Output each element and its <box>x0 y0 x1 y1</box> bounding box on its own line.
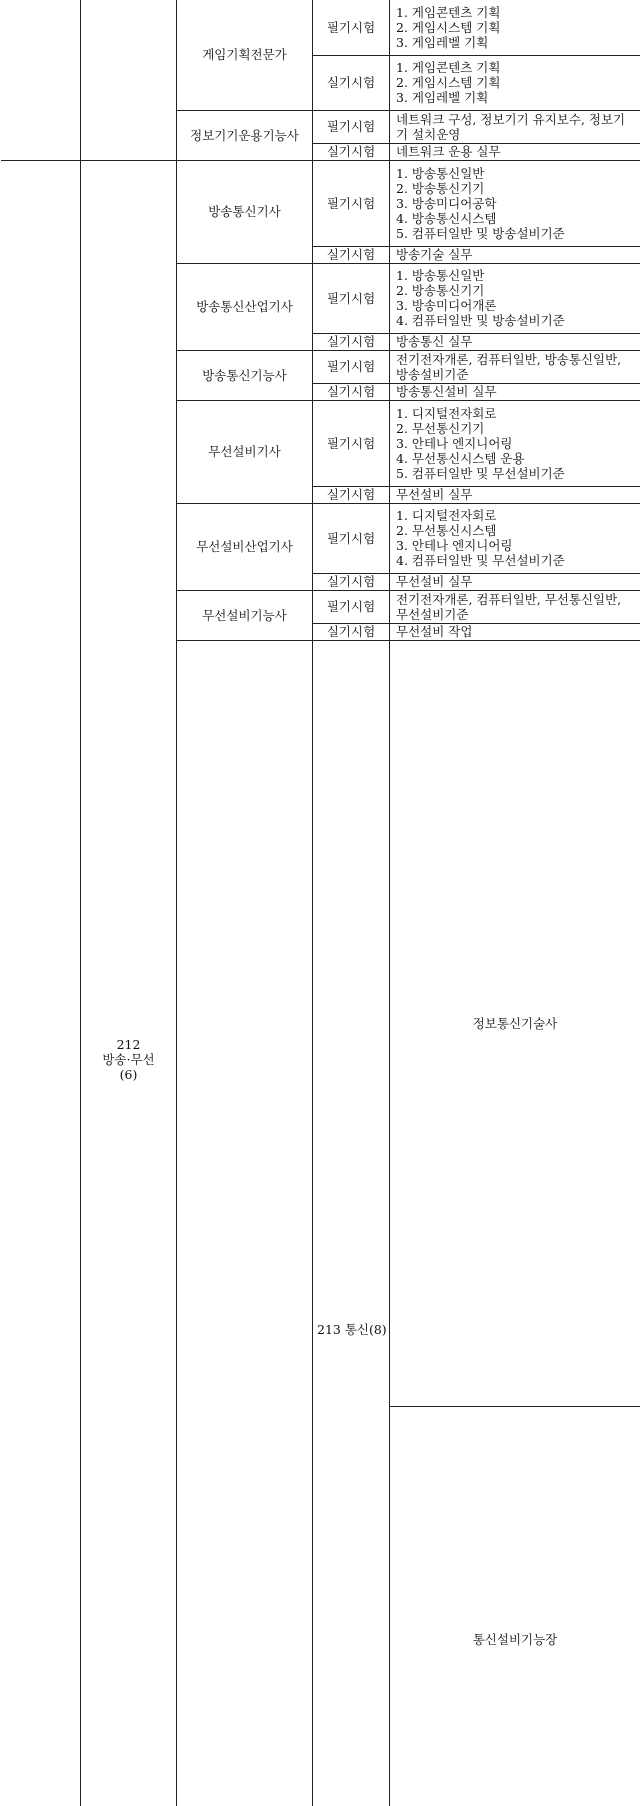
subject-item: 1. 디지털전자회로 <box>396 508 637 523</box>
qual-name-bc-ind: 방송통신산업기사 <box>177 263 313 350</box>
qual-name-radio-craft: 무선설비기능사 <box>177 590 313 640</box>
subject-item: 2. 무선통신기기 <box>396 421 637 436</box>
subject-text: 네트워크 구성, 정보기기 유지보수, 정보기기 설치운영 <box>390 110 640 143</box>
group-cell-broadcast <box>81 160 177 1806</box>
exam-practical: 실기시험 <box>313 383 390 400</box>
subject-item: 4. 무선통신시스템 운용 <box>396 451 637 466</box>
exam-practical: 실기시험 <box>313 143 390 160</box>
exam-written: 필기시험 <box>313 263 390 333</box>
subject-item: 5. 컴퓨터일반 및 방송설비기준 <box>396 226 637 241</box>
subject-item: 1. 방송통신일반 <box>396 268 637 283</box>
subject-cell <box>390 503 640 573</box>
exam-practical: 실기시험 <box>313 573 390 590</box>
subject-item: 2. 방송통신기기 <box>396 283 637 298</box>
qual-name-bc-eng: 방송통신기사 <box>177 160 313 263</box>
exam-practical: 실기시험 <box>313 623 390 640</box>
subject-item: 4. 컴퓨터일반 및 방송설비기준 <box>396 313 637 328</box>
exam-written: 필기시험 <box>313 590 390 623</box>
subgroup-cell-previous <box>81 0 177 160</box>
group-cell-broadcast-blank <box>1 160 81 1806</box>
group-label: 213 통신(8) <box>317 1322 385 1337</box>
subject-item: 1. 게임콘텐츠 기획 <box>396 60 637 75</box>
subject-text: 무선설비 실무 <box>390 486 640 503</box>
subject-text: 전기전자개론, 컴퓨터일반, 무선통신일반, 무선설비기준 <box>390 590 640 623</box>
exam-practical: 실기시험 <box>313 486 390 503</box>
subject-item: 4. 컴퓨터일반 및 무선설비기준 <box>396 553 637 568</box>
exam-written: 필기시험 <box>313 160 390 246</box>
subject-text: 무선설비 실무 <box>390 573 640 590</box>
qual-name-bc-craft: 방송통신기능사 <box>177 350 313 400</box>
subject-item: 1. 디지털전자회로 <box>396 406 637 421</box>
subject-text: 네트워크 운용 실무 <box>390 143 640 160</box>
exam-practical: 실기시험 <box>313 333 390 350</box>
qual-name-ict-pe: 정보통신기술사 <box>390 640 640 1406</box>
subject-item: 2. 방송통신기기 <box>396 181 637 196</box>
exam-written: 필기시험 <box>313 110 390 143</box>
subject-item: 2. 게임시스템 기획 <box>396 75 637 90</box>
subject-cell <box>390 263 640 333</box>
subject-cell <box>390 160 640 246</box>
subject-item: 4. 방송통신시스템 <box>396 211 637 226</box>
subject-cell <box>390 0 640 55</box>
subject-item: 3. 게임레벨 기획 <box>396 35 637 50</box>
subject-text: 방송통신 실무 <box>390 333 640 350</box>
subject-text: 방송기술 실무 <box>390 246 640 263</box>
subject-cell <box>390 55 640 110</box>
exam-practical: 실기시험 <box>313 246 390 263</box>
group-name: 방송·무선 <box>85 1052 172 1067</box>
qual-name-radio-eng: 무선설비기사 <box>177 400 313 503</box>
subject-text: 방송통신설비 실무 <box>390 383 640 400</box>
subject-item: 2. 무선통신시스템 <box>396 523 637 538</box>
group-code: 212 <box>85 1037 172 1052</box>
group-cell-previous <box>1 0 81 160</box>
subject-text: 무선설비 작업 <box>390 623 640 640</box>
group-cell-telecom-blank <box>177 640 313 1806</box>
subject-item: 3. 방송미디어공학 <box>396 196 637 211</box>
subject-text: 전기전자개론, 컴퓨터일반, 방송통신일반, 방송설비기준 <box>390 350 640 383</box>
qual-name-infoequip: 정보기기운용기능사 <box>177 110 313 160</box>
exam-written: 필기시험 <box>313 400 390 486</box>
subject-item: 1. 게임콘텐츠 기획 <box>396 5 637 20</box>
qual-name-tel-master: 통신설비기능장 <box>390 1406 640 1806</box>
subject-item: 5. 컴퓨터일반 및 무선설비기준 <box>396 466 637 481</box>
exam-practical: 실기시험 <box>313 55 390 110</box>
exam-written: 필기시험 <box>313 350 390 383</box>
subject-item: 1. 방송통신일반 <box>396 166 637 181</box>
subject-item: 3. 방송미디어개론 <box>396 298 637 313</box>
exam-written: 필기시험 <box>313 0 390 55</box>
group-cell-telecom <box>313 640 390 1806</box>
subject-item: 3. 안테나 엔지니어링 <box>396 538 637 553</box>
qual-name-radio-ind: 무선설비산업기사 <box>177 503 313 590</box>
subject-item: 3. 게임레벨 기획 <box>396 90 637 105</box>
subject-item: 2. 게임시스템 기획 <box>396 20 637 35</box>
group-count: (6) <box>85 1067 172 1082</box>
subject-item: 3. 안테나 엔지니어링 <box>396 436 637 451</box>
qual-name-game: 게임기획전문가 <box>177 0 313 110</box>
subject-cell <box>390 400 640 486</box>
exam-written: 필기시험 <box>313 503 390 573</box>
